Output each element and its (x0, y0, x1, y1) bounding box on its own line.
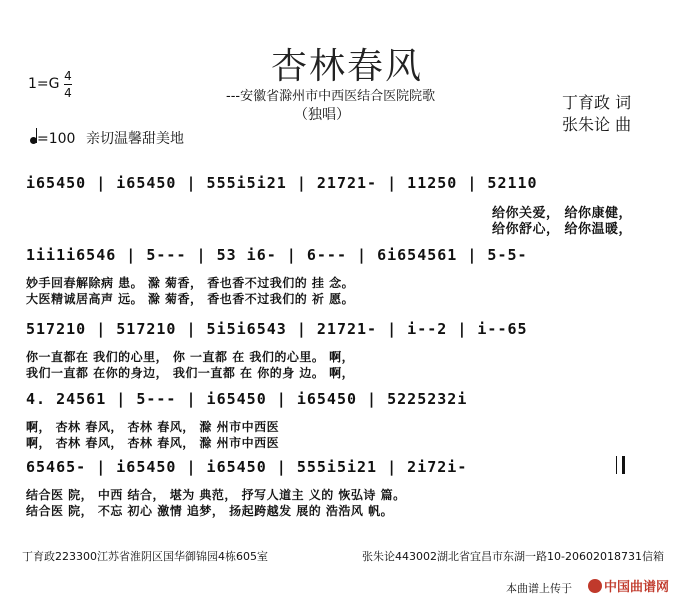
song-subtitle: ---安徽省滁州市中西医结合医院院歌 (226, 89, 436, 104)
time-signature-top: 4 (64, 69, 72, 83)
score-row-3-notes: 517210 | 517210 | 5i5i6543 | 21721- | i--2 | i--65 (26, 320, 528, 338)
score-row-2-notes: 1ii1i6546 | 5--- | 53 i6- | 6--- | 6i654561 | 5-5- (26, 246, 528, 264)
performance-type: （独唱） (294, 107, 350, 123)
site-logo-text: 中国曲谱网 (604, 580, 670, 595)
final-barline-thick (622, 456, 625, 474)
time-signature-bottom: 4 (64, 86, 72, 100)
upload-note: 本曲谱上传于 (506, 582, 572, 595)
score-row-2-lyrics-1: 妙手回春解除病 患。 滁 菊香， 香也香不过我们的 挂 念。 (26, 276, 355, 290)
score-row-5-lyrics-1: 结合医 院， 中西 结合， 堪为 典范， 抒写人道主 义的 恢弘诗 篇。 (26, 488, 406, 502)
lyricist-credit: 丁育政 词 (562, 93, 632, 112)
time-signature (64, 68, 72, 101)
tempo-value: =100 (37, 131, 76, 147)
score-row-1-lyrics-2: 给你舒心， 给你温暖， (492, 222, 633, 237)
lyricist-address: 丁育政223300江苏省淮阴区国华御锦园4栋605室 (22, 550, 268, 563)
score-row-4-lyrics-1: 啊， 杏林 春风， 杏林 春风， 滁 州市中西医 (26, 420, 280, 434)
key-signature: 1=G (28, 76, 60, 92)
tempo-marking (30, 128, 75, 147)
site-logo[interactable] (588, 576, 669, 595)
logo-icon (588, 579, 602, 593)
score-row-4-notes: 4. 24561 | 5--- | i65450 | i65450 | 5225232i (26, 390, 468, 408)
score-row-4-lyrics-2: 啊， 杏林 春风， 杏林 春风， 滁 州市中西医 (26, 436, 280, 450)
score-row-2-lyrics-2: 大医精诚居高声 远。 滁 菊香， 香也香不过我们的 祈 愿。 (26, 292, 355, 306)
song-title: 杏林春风 (270, 46, 423, 87)
final-barline-thin (616, 456, 617, 474)
score-row-3-lyrics-2: 我们一直都 在你的身边， 我们一直都 在 你的身 边。 啊， (26, 366, 355, 380)
score-row-1-lyrics-1: 给你关爱， 给你康健， (492, 206, 633, 221)
score-row-3-lyrics-1: 你一直都在 我们的心里， 你 一直都 在 我们的心里。 啊， (26, 350, 355, 364)
score-row-5-lyrics-2: 结合医 院， 不忘 初心 激情 追梦， 扬起跨越发 展的 浩浩风 帆。 (26, 504, 394, 518)
expression-marking: 亲切温馨甜美地 (86, 131, 184, 147)
composer-address: 张朱论443002湖北省宜昌市东湖一路10-20602018731信箱 (362, 550, 664, 563)
score-row-5-notes: 65465- | i65450 | i65450 | 555i5i21 | 2i72i- (26, 458, 468, 476)
score-row-1-notes: i65450 | i65450 | 555i5i21 | 21721- | 11250 | 52110 (26, 174, 538, 192)
composer-credit: 张朱论 曲 (562, 115, 632, 134)
